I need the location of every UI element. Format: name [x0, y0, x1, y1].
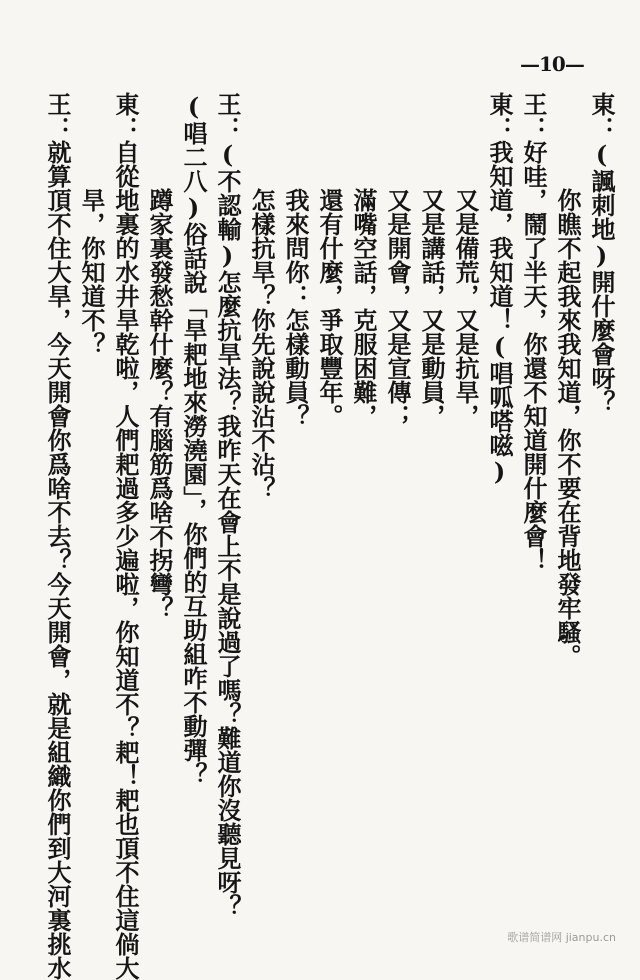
text-line: 旱，你知道不？	[77, 188, 106, 356]
watermark: 歌谱简谱网 jianpu.cn	[507, 931, 616, 944]
text-line: 還有什麼，爭取豐年。	[315, 188, 344, 428]
text-line: 滿嘴空話，克服困難，	[349, 188, 378, 428]
text-line: 東：自從地裏的水井旱乾啦，人們耙過多少遍啦，你知道不？耙！耙也頂不住這倘大	[111, 92, 140, 980]
text-line: 王：好哇，鬧了半天，你還不知道開什麼會！	[519, 92, 548, 572]
text-line: 東：我知道，我知道！(唱呱嗒嗞)	[485, 92, 514, 486]
page-number: —10—	[520, 52, 584, 76]
text-line: 蹲家裏發愁幹什麼？有腦筋爲啥不拐彎？	[145, 188, 174, 620]
text-line: 東：(諷刺地)開什麼會呀？	[587, 92, 616, 414]
text-line: 我來問你：怎樣動員？	[281, 188, 310, 428]
text-line: 又是開會，又是宣傳；	[383, 188, 412, 428]
text-line: 又是備荒，又是抗旱，	[451, 188, 480, 428]
text-line: 又是講話，又是動員，	[417, 188, 446, 428]
text-line: 怎樣抗旱？你先說說沾不沾？	[247, 188, 276, 500]
text-line: (唱二八)俗話說「旱耙地來澇澆園」，你們的互助組咋不動彈？	[179, 92, 208, 786]
text-line: 王：(不認輸)怎麼抗旱法？我昨天在會上不是說過了嗎？難道你沒聽見呀？	[213, 92, 242, 918]
text-line: 你瞧不起我來我知道，你不要在背地發牢騷。	[553, 188, 582, 668]
text-line: 王：就算頂不住大旱，今天開會你爲啥不去？今天開會，就是組織你們到大河裏挑水	[43, 92, 72, 980]
